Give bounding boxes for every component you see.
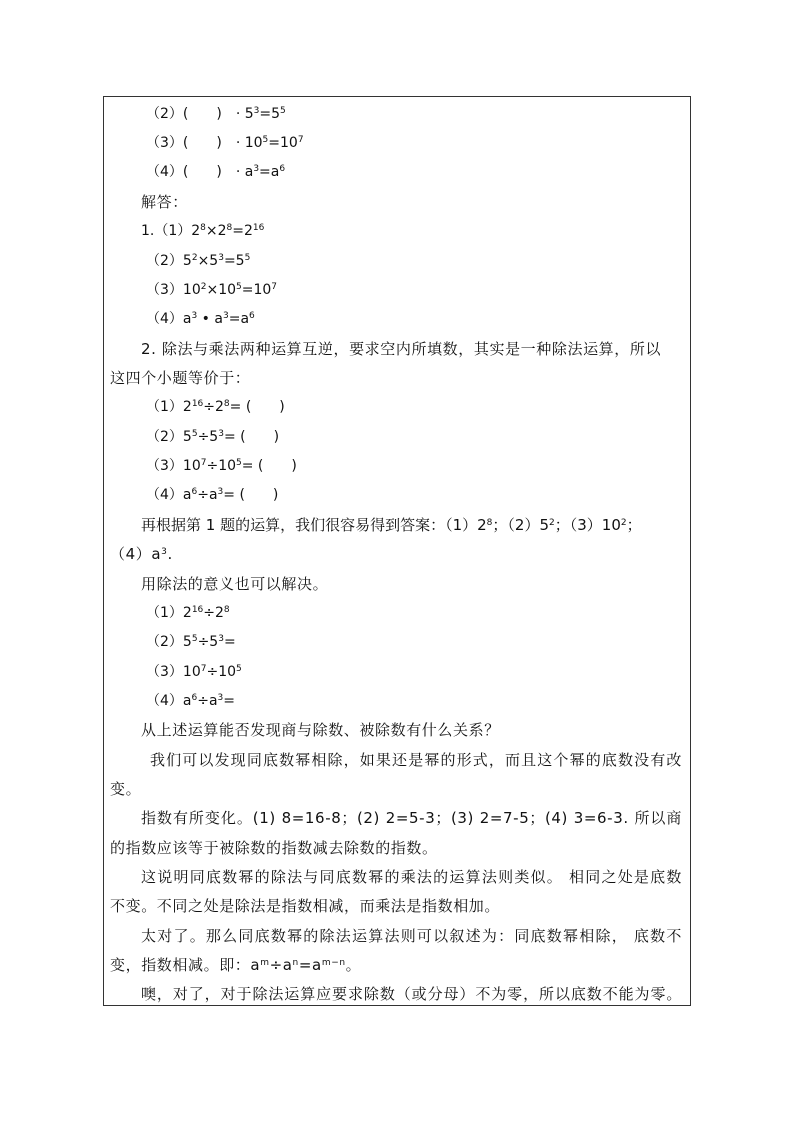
paragraph-line: 噢，对了，对于除法运算应要求除数（或分母）不为零，所以底数不能为零。 [141,985,682,1003]
paragraph-line: 的指数应该等于被除数的指数减去除数的指数。 [110,839,438,857]
paragraph-line: 指数有所变化。(1) 8=16-8；(2) 2=5-3；(3) 2=7-5；(4) 3=6-3. 所以商 [141,809,682,827]
equation-line: $(4)a^6\div a^3=$ [146,693,236,709]
equation-line: $(3)10^7\div 10^5$ [146,664,242,680]
paragraph-line: 变。 [110,780,142,798]
equation-line: $(2)5^5\div 5^3=$ ( ) [146,429,280,445]
equation-line: $(3)10^7\div 10^5=$ ( ) [146,458,297,474]
answer-line: $(2)5^2\times 5^3=5^5$ [146,253,251,269]
equation-line: $(4)a^6\div a^3=$ ( ) [146,487,279,503]
paragraph-line: 再根据第 1 题的运算，我们很容易得到答案：$(1)2^8$；$(2)5^2$；$(3)10^2$； [141,516,642,534]
paragraph-line: 不变。不同之处是除法是指数相减，而乘法是指数相加。 [110,897,501,915]
question-line: （3）( ) · $10^5=10^7$ [146,135,304,151]
paragraph-line: 我们可以发现同底数幂相除，如果还是幂的形式，而且这个幂的底数没有改 [150,751,682,769]
paragraph-line: 这说明同底数幂的除法与同底数幂的乘法的运算法则类似。 相同之处是底数 [141,868,682,886]
equation-line: $(1)2^{16}\div 2^8$ [146,605,230,621]
equation-line: $(1)2^{16}\div 2^8=$ ( ) [146,399,285,415]
paragraph-line: 从上述运算能否发现商与除数、被除数有什么关系？ [141,721,500,739]
paragraph-line: 用除法的意义也可以解决。 [141,575,329,593]
answer-heading: 解答： [141,193,188,211]
equation-line: $(2)5^5\div 5^3=$ [146,634,236,650]
answer-line: $(4)a^3$ • $a^3=a^6$ [146,311,255,327]
paragraph-line: 太对了。那么同底数幂的除法运算法则可以叙述为：同底数幂相除， 底数不 [141,927,682,945]
answer-line: $1.(1)2^8\times 2^8=2^{16}$ [141,223,265,239]
paragraph-line: 2. 除法与乘法两种运算互逆，要求空内所填数，其实是一种除法运算，所以 [141,340,662,358]
paragraph-line: 这四个小题等价于： [110,369,251,387]
question-line: （4）( ) · $a^3=a^6$ [146,164,286,180]
formula-line: 变，指数相减。即：$a^m\div a^n=a^{m-n}$。 [110,956,362,974]
question-line: （2）( ) · $5^3=5^5$ [146,106,286,122]
paragraph-line: $(4)a^3$. [110,545,173,563]
answer-line: $(3)10^2\times 10^5=10^7$ [146,282,278,298]
